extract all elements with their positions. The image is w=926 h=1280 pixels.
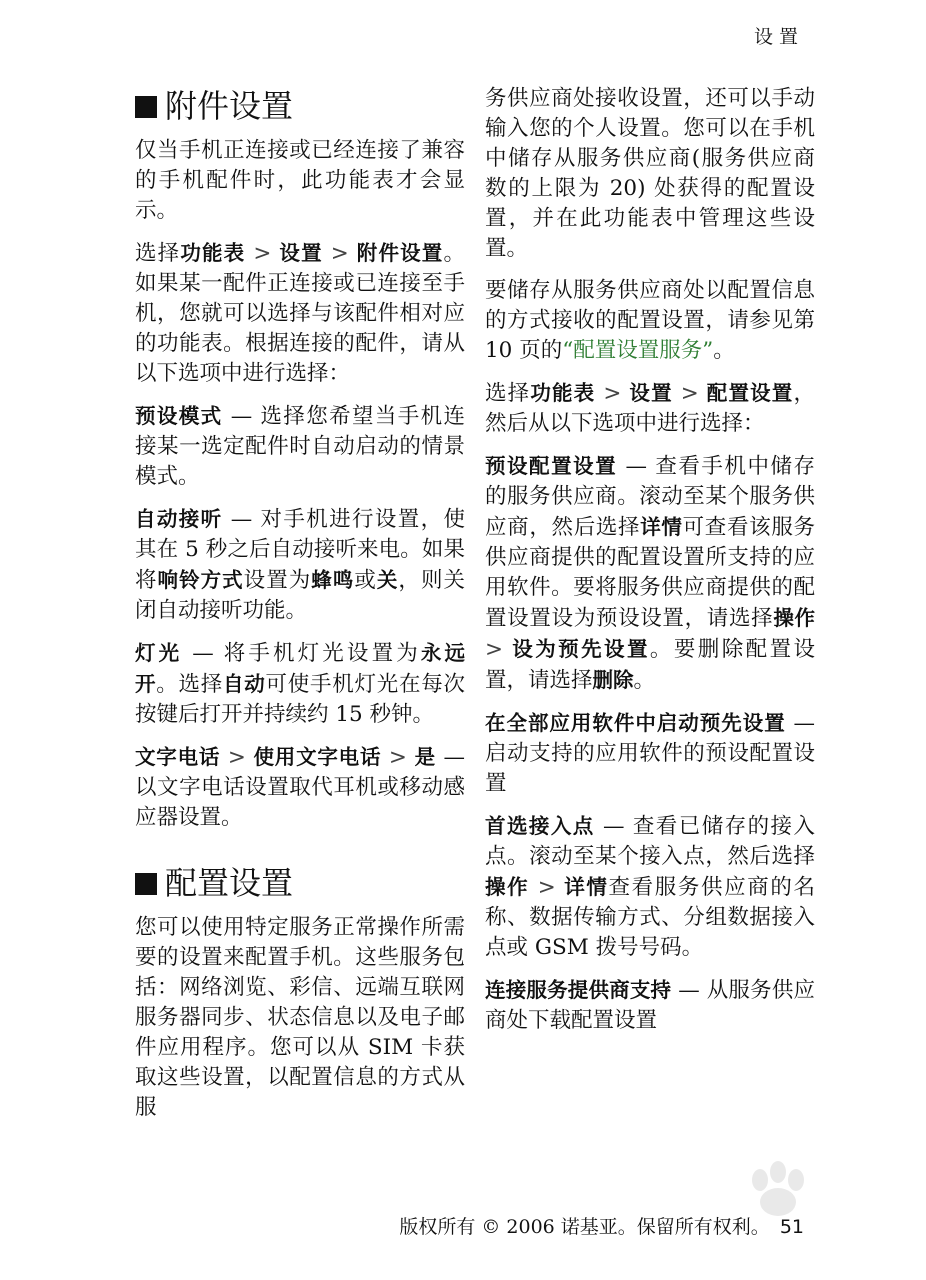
square-bullet-icon [135,96,157,118]
option-item: 预设配置设置 — 查看手机中储存的服务供应商。滚动至某个服务供应商，然后选择详情可查看该服务供应商提供的配置设置所支持的应用软件。要将服务供应商提供的配置设置设为预设设置，请选择操作 > 设为预先设置。要删除配置设置，请选择删除。 [485,454,816,693]
page-header: 设置 [753,26,804,48]
page-number: 51 [779,1216,804,1238]
page-footer [399,1212,804,1239]
option-item: 连接服务提供商支持 — 从服务供应商处下载配置设置 [485,978,816,1033]
paragraph: 要储存从服务供应商处以配置信息的方式接收的配置设置，请参见第 10 页的“配置设置服务”。 [485,278,815,363]
menu-path: 附件设置 [356,241,444,265]
option-item: 预设模式 — 选择您希望当手机连接某一选定配件时自动启动的情景模式。 [135,404,466,489]
menu-path: 功能表 [180,241,246,265]
option-item: 首选接入点 — 查看已储存的接入点。滚动至某个接入点，然后选择操作 > 详情查看服务供应商的名称、数据传输方式、分组数据接入点或 GSM 拨号号码。 [485,814,816,960]
paragraph: 您可以使用特定服务正常操作所需要的设置来配置手机。这些服务包括：网络浏览、彩信、远端互联网服务器同步、状态信息以及电子邮件应用程序。您可以从 SIM 卡获取这些设置，以配置信息的方式从服 [135,915,465,1120]
right-column [485,84,815,1048]
option-item: 灯光 — 将手机灯光设置为永远开。选择自动可使手机灯光在每次按键后打开并持续约 15 秒钟。 [135,641,465,727]
square-bullet-icon [135,873,157,895]
paragraph: 务供应商处接收设置，还可以手动输入您的个人设置。您可以在手机中储存从服务供应商(服务供应商数的上限为 20) 处获得的配置设置，并在此功能表中管理这些设置。 [485,86,815,261]
cross-reference-link[interactable]: “配置设置服务” [562,338,714,363]
option-item: 文字电话 > 使用文字电话 > 是 — 以文字电话设置取代耳机或移动感应器设置。 [135,745,465,830]
option-item: 在全部应用软件中启动预先设置 — 启动支持的应用软件的预设配置设置 [485,711,815,796]
menu-path: 设置 [279,241,323,265]
copyright-text: 版权所有 © 2006 诺基亚。保留所有权利。 [399,1216,770,1238]
section-title-configuration: 配置设置 [135,861,465,905]
section-title-accessories: 附件设置 [135,84,465,128]
option-item: 自动接听 — 对手机进行设置，使其在 5 秒之后自动接听来电。如果将响铃方式设置为蜂鸣或关，则关闭自动接听功能。 [135,507,466,623]
paragraph: 选择功能表 > 设置 > 附件设置。如果某一配件正连接或已连接至手机，您就可以选择与该配件相对应的功能表。根据连接的配件，请从以下选项中进行选择： [135,241,465,386]
paragraph: 仅当手机正连接或已经连接了兼容的手机配件时，此功能表才会显示。 [135,138,465,223]
paragraph: 选择功能表 > 设置 > 配置设置，然后从以下选项中进行选择： [485,381,815,436]
left-column [135,84,465,1135]
